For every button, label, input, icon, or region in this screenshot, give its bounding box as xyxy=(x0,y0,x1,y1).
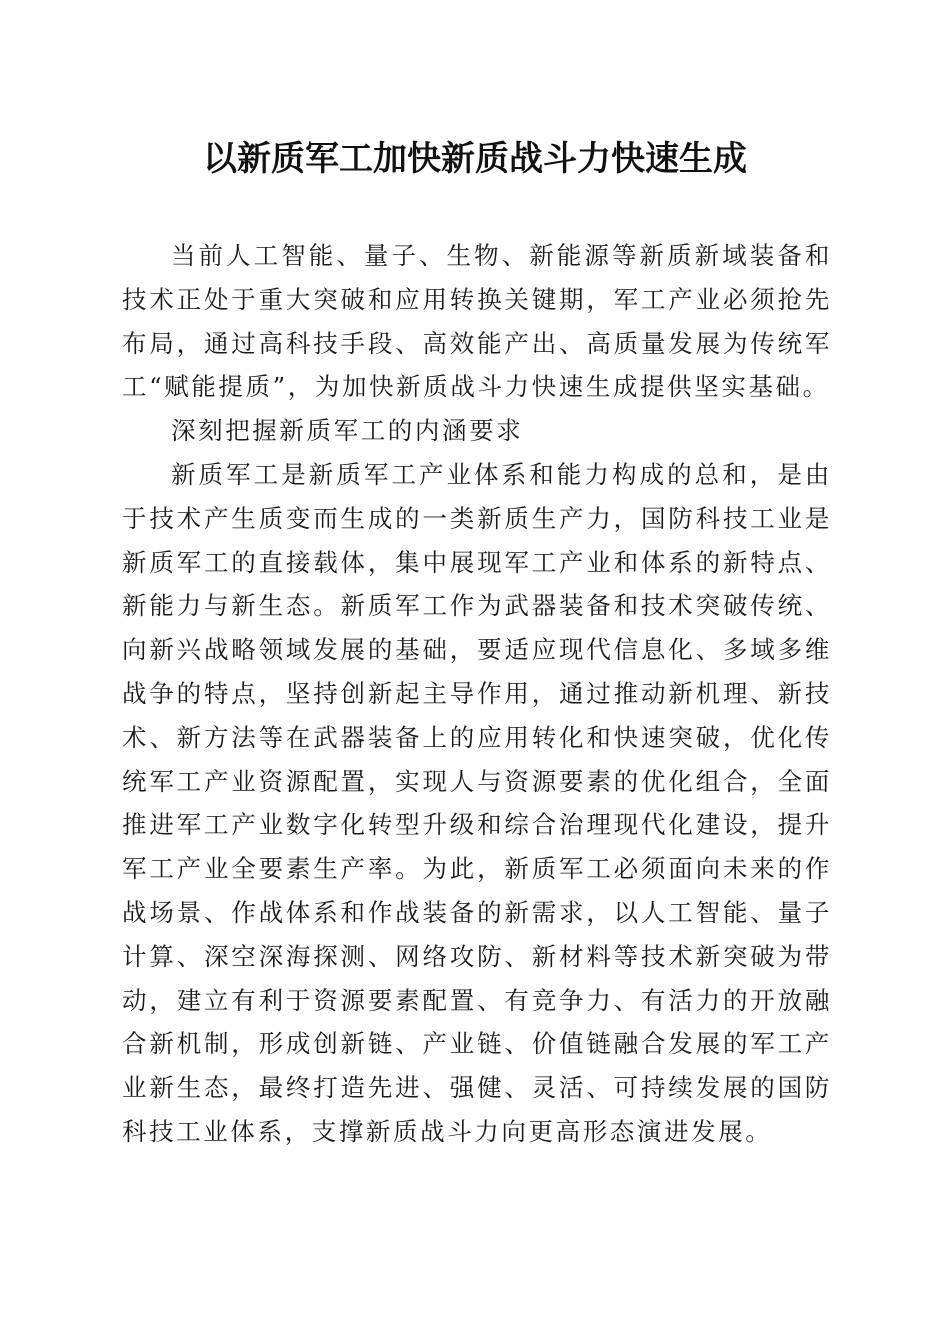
intro-paragraph: 当前人工智能、量子、生物、新能源等新质新域装备和技术正处于重大突破和应用转换关键期，军工产业必须抢先布局，通过高科技手段、高效能产出、高质量发展为传统军工“赋能提质”，为加快新质战斗力快速生成提供坚实基础。 xyxy=(122,241,832,402)
section-heading: 深刻把握新质军工的内涵要求 xyxy=(171,416,524,446)
document-body xyxy=(122,234,832,1154)
body-paragraph: 新质军工是新质军工产业体系和能力构成的总和，是由于技术产生质变而生成的一类新质生产力，国防科技工业是新质军工的直接载体，集中展现军工产业和体系的新特点、新能力与新生态。新质军工作为武器装备和技术突破传统、向新兴战略领域发展的基础，要适应现代信息化、多域多维战争的特点，坚持创新起主导作用，通过推动新机理、新技术、新方法等在武器装备上的应用转化和快速突破，优化传统军工产业资源配置，实现人与资源要素的优化组合，全面推进军工产业数字化转型升级和综合治理现代化建设，提升军工产业全要素生产率。为此，新质军工必须面向未来的作战场景、作战体系和作战装备的新需求，以人工智能、量子计算、深空深海探测、网络攻防、新材料等技术新突破为带动，建立有利于资源要素配置、有竞争力、有活力的开放融合新机制，形成创新链、产业链、价值链融合发展的军工产业新生态，最终打造先进、强健、灵活、可持续发展的国防科技工业体系，支撑新质战斗力向更高形态演进发展。 xyxy=(122,459,832,1146)
document-title: 以新质军工加快新质战斗力快速生成 xyxy=(203,139,747,179)
